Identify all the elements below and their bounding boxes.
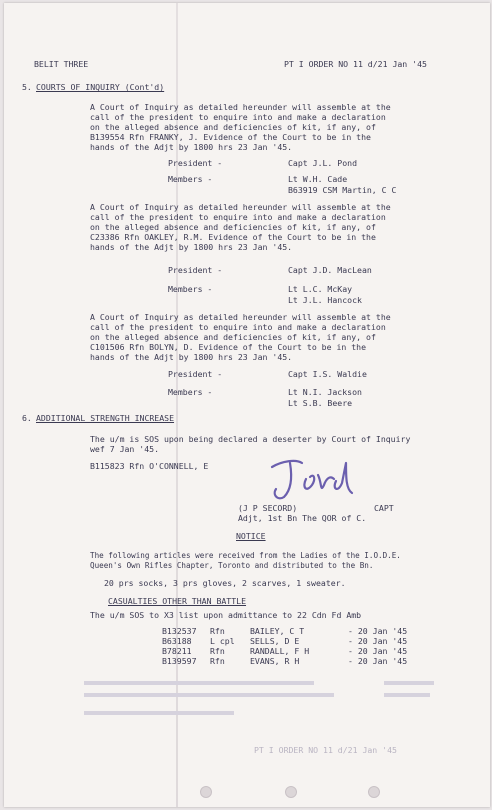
- casualty-date: - 20 Jan '45: [348, 626, 408, 636]
- casualty-name: SELLS, D E: [250, 636, 300, 646]
- notice-items: 20 prs socks, 3 prs gloves, 2 scarves, 1 sweater.: [104, 578, 346, 588]
- court-2-line: hands of the Adjt by 1800 hrs 23 Jan '45.: [90, 242, 293, 252]
- casualty-name: BAILEY, C T: [250, 626, 305, 636]
- handwritten-signature: [262, 453, 362, 505]
- court-1-member: B63919 CSM Martin, C C: [288, 185, 397, 195]
- casualty-number: B63188: [162, 636, 192, 646]
- casualty-date: - 20 Jan '45: [348, 636, 408, 646]
- casualty-rank: Rfn: [210, 626, 225, 636]
- court-3-line: on the alleged absence and deficiencies of kit, if any, of: [90, 332, 376, 342]
- punch-hole: [200, 786, 212, 798]
- court-2-member: Lt L.C. McKay: [288, 284, 353, 294]
- court-2-member: Lt J.L. Hancock: [288, 295, 362, 305]
- court-3-members-label: Members -: [168, 387, 213, 397]
- section-5-number: 5.: [22, 82, 32, 92]
- court-3-line: C101506 Rfn BOLYN, D. Evidence of the Court to be in the: [90, 342, 367, 352]
- casualty-name: EVANS, R H: [250, 656, 300, 666]
- casualty-number: B132537: [162, 626, 197, 636]
- section-6-soldier: B115823 Rfn O'CONNELL, E: [90, 461, 209, 471]
- casualty-date: - 20 Jan '45: [348, 646, 408, 656]
- casualties-heading: CASUALTIES OTHER THAN BATTLE: [108, 596, 247, 606]
- casualty-name: RANDALL, F H: [250, 646, 310, 656]
- court-1-line: hands of the Adjt by 1800 hrs 23 Jan '45.: [90, 142, 293, 152]
- court-1-line: B139554 Rfn FRANKY, J. Evidence of the Court to be in the: [90, 132, 371, 142]
- section-6-line: wef 7 Jan '45.: [90, 444, 160, 454]
- court-3-president: Capt I.S. Waldie: [288, 369, 367, 379]
- header-order: PT I ORDER NO 11 d/21 Jan '45: [284, 59, 427, 69]
- section-6-heading: ADDITIONAL STRENGTH INCREASE: [36, 413, 175, 423]
- court-2-line: C23386 Rfn OAKLEY, R.M. Evidence of the Court to be in the: [90, 232, 376, 242]
- bleed-through-marks: [84, 679, 444, 729]
- document-page: [4, 3, 490, 807]
- section-6-number: 6.: [22, 413, 32, 423]
- header-unit: BELIT THREE: [34, 59, 89, 69]
- court-1-member: Lt W.H. Cade: [288, 174, 348, 184]
- court-2-president-label: President -: [168, 265, 223, 275]
- court-2-line: on the alleged absence and deficiencies of kit, if any, of: [90, 222, 376, 232]
- footer-order: PT I ORDER NO 11 d/21 Jan '45: [254, 745, 397, 755]
- court-1-line: call of the president to enquire into and make a declaration: [90, 112, 386, 122]
- court-3-member: Lt N.I. Jackson: [288, 387, 362, 397]
- court-2-line: call of the president to enquire into and make a declaration: [90, 212, 386, 222]
- casualty-rank: Rfn: [210, 656, 225, 666]
- signature-name: (J P SECORD): [238, 503, 298, 513]
- court-3-line: call of the president to enquire into and make a declaration: [90, 322, 386, 332]
- court-3-member: Lt S.B. Beere: [288, 398, 353, 408]
- court-1-president-label: President -: [168, 158, 223, 168]
- court-1-line: on the alleged absence and deficiencies of kit, if any, of: [90, 122, 376, 132]
- section-5-heading: COURTS OF INQUIRY (Cont'd): [36, 82, 165, 92]
- court-3-line: A Court of Inquiry as detailed hereunder will assemble at the: [90, 312, 391, 322]
- notice-heading: NOTICE: [236, 531, 266, 541]
- notice-line: The following articles were received from the Ladies of the I.O.D.E.: [90, 551, 401, 560]
- casualty-rank: Rfn: [210, 646, 225, 656]
- signature-title: Adjt, 1st Bn The QOR of C.: [238, 513, 367, 523]
- court-1-members-label: Members -: [168, 174, 213, 184]
- casualties-intro: The u/m SOS to X3 list upon admittance to 22 Cdn Fd Amb: [90, 610, 362, 620]
- section-6-line: The u/m is SOS upon being declared a deserter by Court of Inquiry: [90, 434, 411, 444]
- court-2-members-label: Members -: [168, 284, 213, 294]
- casualty-date: - 20 Jan '45: [348, 656, 408, 666]
- punch-hole: [368, 786, 380, 798]
- court-2-line: A Court of Inquiry as detailed hereunder will assemble at the: [90, 202, 391, 212]
- court-3-president-label: President -: [168, 369, 223, 379]
- court-3-line: hands of the Adjt by 1800 hrs 23 Jan '45.: [90, 352, 293, 362]
- court-1-line: A Court of Inquiry as detailed hereunder will assemble at the: [90, 102, 391, 112]
- signature-rank: CAPT: [374, 503, 394, 513]
- punch-hole: [285, 786, 297, 798]
- casualty-number: B139597: [162, 656, 197, 666]
- court-2-president: Capt J.D. MacLean: [288, 265, 372, 275]
- court-1-president: Capt J.L. Pond: [288, 158, 358, 168]
- casualty-number: B78211: [162, 646, 192, 656]
- casualty-rank: L cpl: [210, 636, 235, 646]
- notice-line: Queen's Own Rifles Chapter, Toronto and distributed to the Bn.: [90, 561, 374, 570]
